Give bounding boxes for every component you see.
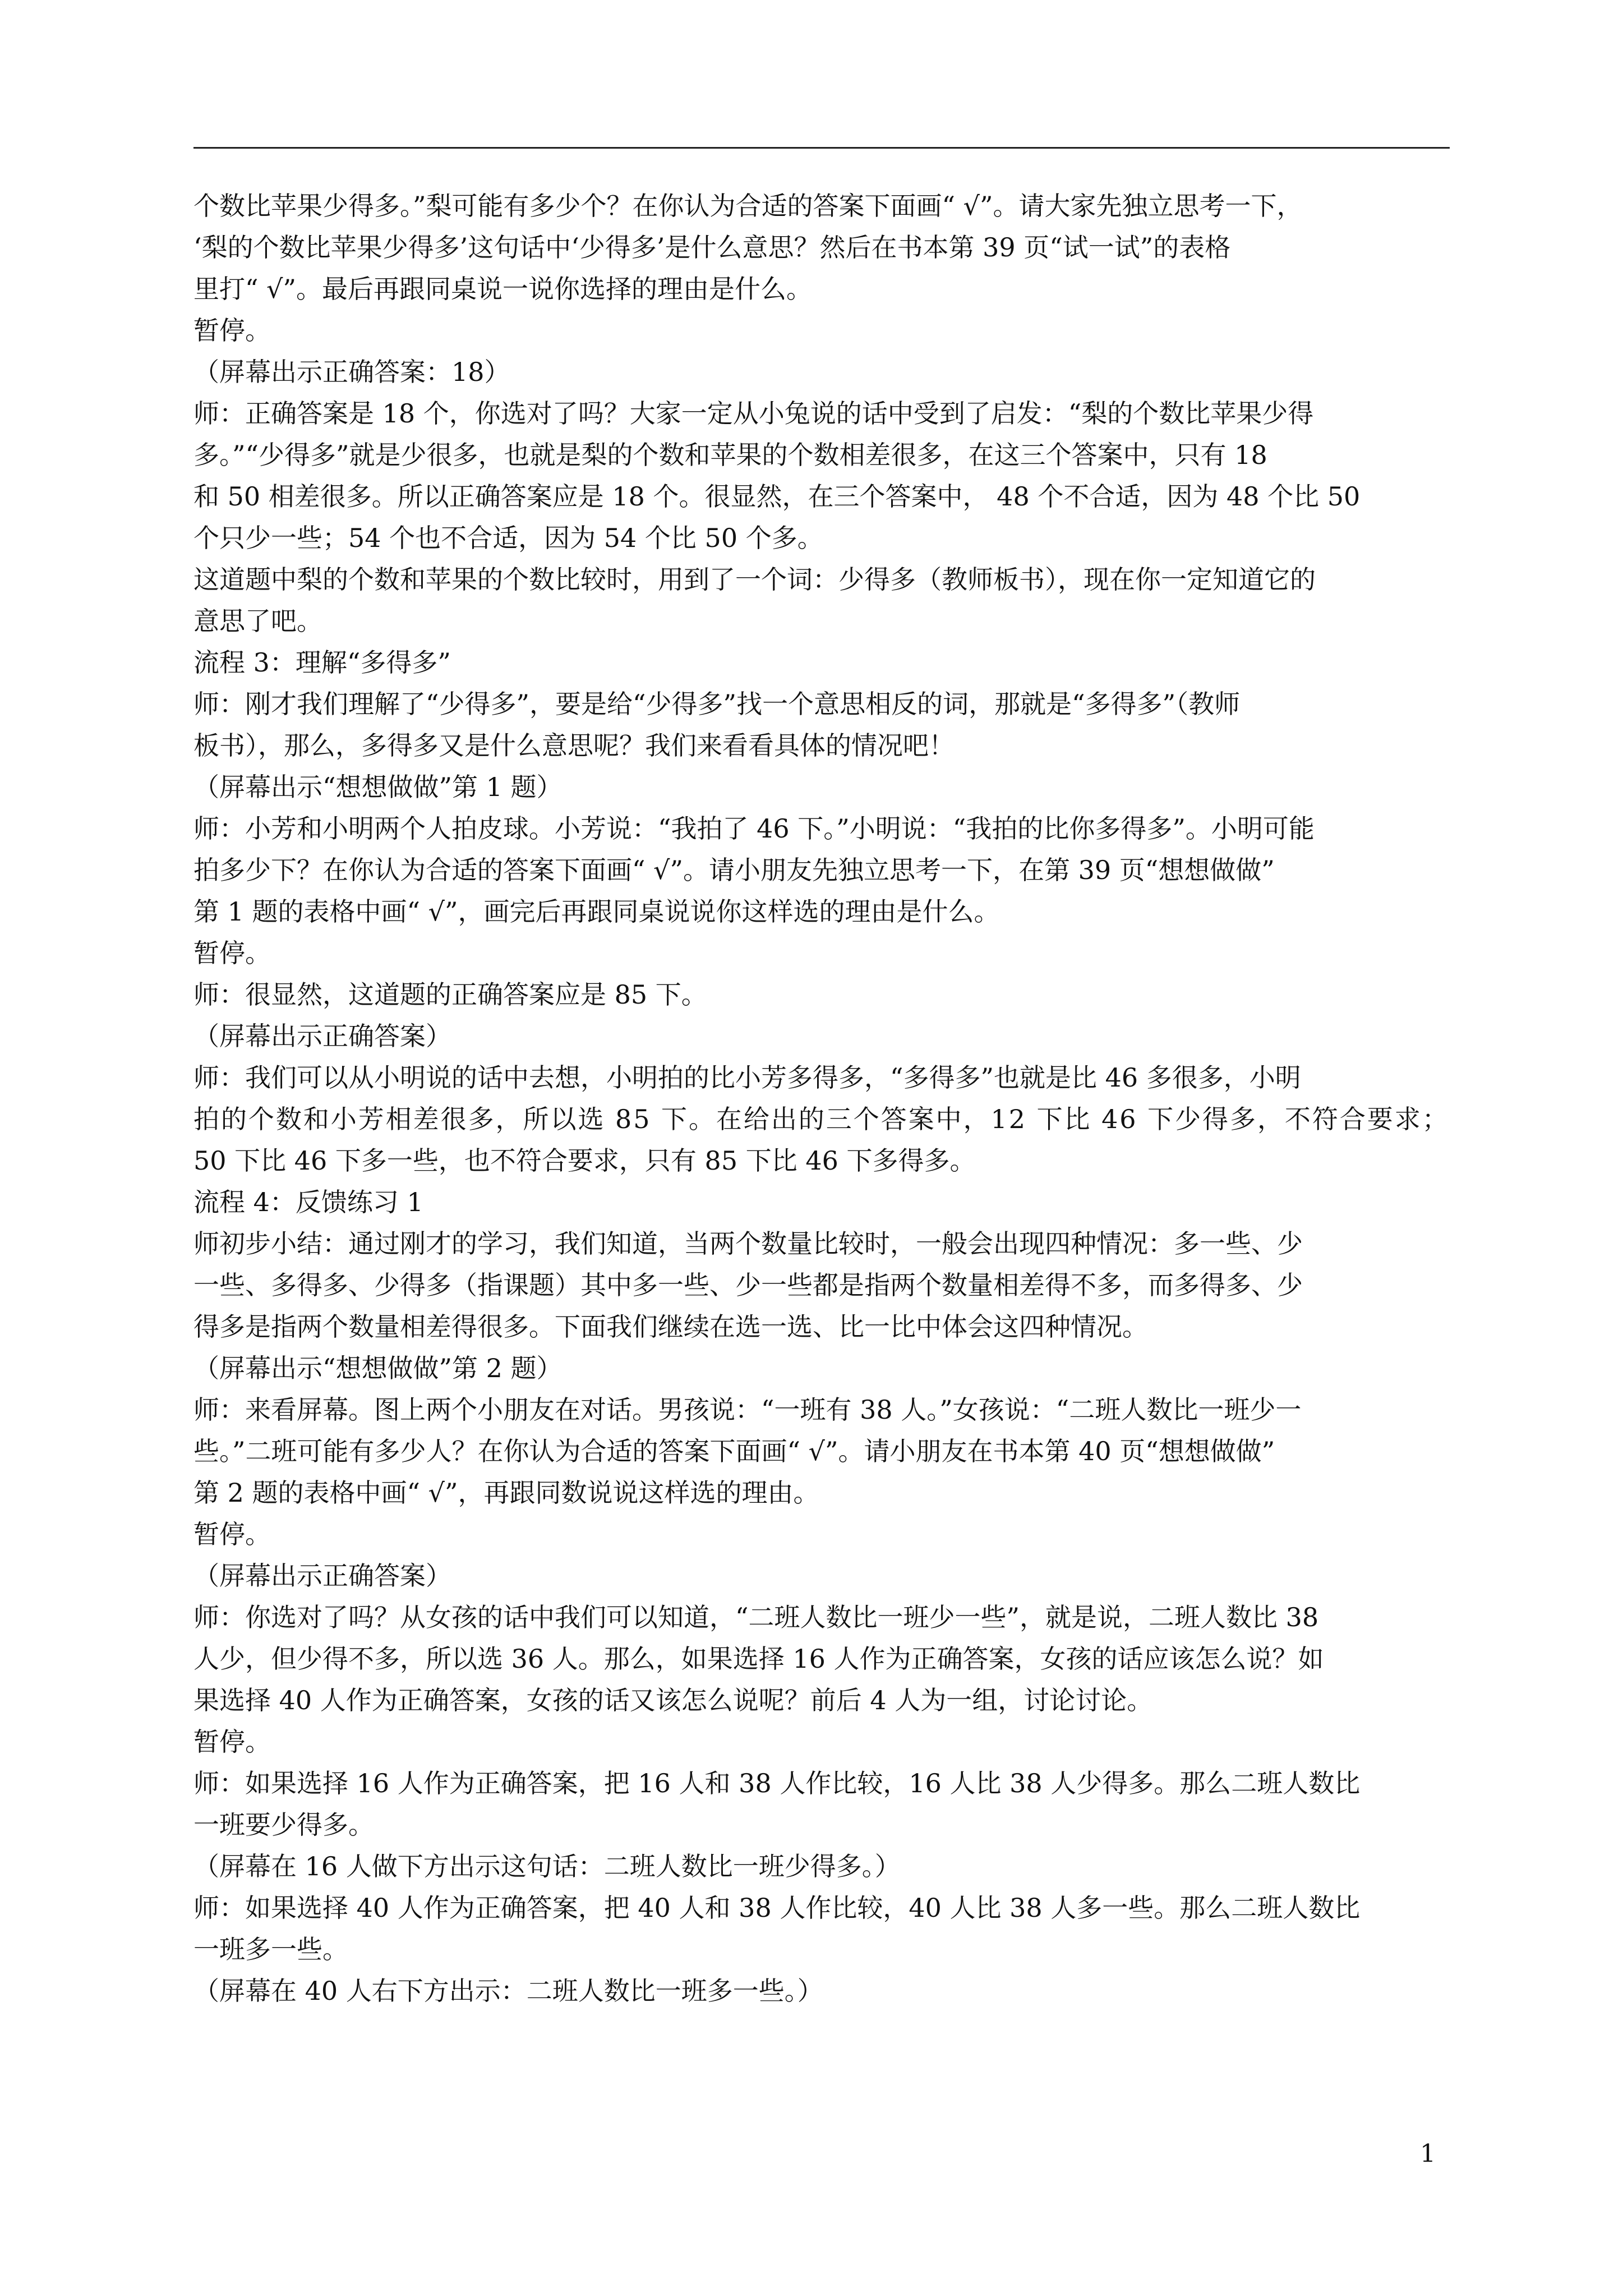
- text-line: 师：刚才我们理解了“少得多”，要是给“少得多”找一个意思相反的词，那就是“多得多”（教师: [193, 689, 1241, 719]
- text-line: 拍的个数和小芳相差很多，所以选 85 下。在给出的三个答案中，12 下比 46 下少得多，不符合要求；: [193, 1104, 1450, 1134]
- text-line: 师：正确答案是 18 个，你选对了吗？大家一定从小兔说的话中受到了启发：“梨的个数比苹果少得: [193, 398, 1314, 429]
- text-line: ‘梨的个数比苹果少得多’这句话中‘少得多’是什么意思？然后在书本第 39 页“试一试”的表格: [193, 232, 1231, 263]
- text-line: 第 1 题的表格中画“ √”，画完后再跟同桌说说你这样选的理由是什么。: [193, 896, 1000, 927]
- text-line: 暂停。: [193, 1519, 271, 1549]
- text-line: （屏幕出示正确答案）: [193, 1561, 451, 1591]
- text-line: 师：如果选择 40 人作为正确答案，把 40 人和 38 人作比较，40 人比 38 人多一些。那么二班人数比: [193, 1893, 1361, 1923]
- text-line: 第 2 题的表格中画“ √”，再跟同数说说这样选的理由。: [193, 1478, 819, 1508]
- text-line: 这道题中梨的个数和苹果的个数比较时，用到了一个词：少得多（教师板书），现在你一定知道它的: [193, 564, 1316, 595]
- text-line: 里打“ √”。最后再跟同桌说一说你选择的理由是什么。: [193, 274, 812, 304]
- text-line: 一些、多得多、少得多（指课题）其中多一些、少一些都是指两个数量相差得不多，而多得多、少: [193, 1270, 1303, 1300]
- text-line: 和 50 相差很多。所以正确答案应是 18 个。很显然，在三个答案中， 48 个不合适，因为 48 个比 50: [193, 481, 1361, 512]
- text-line: （屏幕出示正确答案）: [193, 1021, 451, 1051]
- text-line: 师：你选对了吗？从女孩的话中我们可以知道，“二班人数比一班少一些”，就是说，二班人数比 38: [193, 1602, 1319, 1632]
- text-line: 个只少一些；54 个也不合适，因为 54 个比 50 个多。: [193, 523, 823, 553]
- page-number: 1: [1420, 2139, 1436, 2168]
- text-line: 流程 3：理解“多得多”: [193, 647, 451, 678]
- text-line: 一班多一些。: [193, 1934, 348, 1964]
- text-line: 得多是指两个数量相差得很多。下面我们继续在选一选、比一比中体会这四种情况。: [193, 1312, 1148, 1342]
- header-rule: [193, 147, 1450, 149]
- text-line: 拍多少下？在你认为合适的答案下面画“ √”。请小朋友先独立思考一下，在第 39 页“想想做做”: [193, 855, 1275, 885]
- text-line: （屏幕在 16 人做下方出示这句话：二班人数比一班少得多。）: [193, 1851, 901, 1881]
- text-line: 暂停。: [193, 315, 271, 346]
- text-line: 师：很显然，这道题的正确答案应是 85 下。: [193, 979, 707, 1010]
- text-line: （屏幕在 40 人右下方出示：二班人数比一班多一些。）: [193, 1976, 823, 2006]
- text-line: 一班要少得多。: [193, 1810, 374, 1840]
- text-line: 师：我们可以从小明说的话中去想，小明拍的比小芳多得多，“多得多”也就是比 46 多很多，小明: [193, 1062, 1301, 1093]
- text-line: 个数比苹果少得多。”梨可能有多少个？在你认为合适的答案下面画“ √”。请大家先独立思考一下，: [193, 191, 1303, 221]
- text-line: 50 下比 46 下多一些，也不符合要求，只有 85 下比 46 下多得多。: [193, 1145, 976, 1176]
- text-line: 师：小芳和小明两个人拍皮球。小芳说：“我拍了 46 下。”小明说：“我拍的比你多得多”。小明可能: [193, 813, 1315, 844]
- text-line: 师初步小结：通过刚才的学习，我们知道，当两个数量比较时，一般会出现四种情况：多一些、少: [193, 1228, 1303, 1259]
- text-line: 师：如果选择 16 人作为正确答案，把 16 人和 38 人作比较，16 人比 38 人少得多。那么二班人数比: [193, 1768, 1361, 1798]
- text-line: （屏幕出示“想想做做”第 2 题）: [193, 1353, 562, 1383]
- text-line: （屏幕出示正确答案：18）: [193, 357, 510, 387]
- text-line: （屏幕出示“想想做做”第 1 题）: [193, 772, 562, 802]
- text-line: 些。”二班可能有多少人？在你认为合适的答案下面画“ √”。请小朋友在书本第 40 页“想想做做”: [193, 1436, 1275, 1466]
- text-line: 暂停。: [193, 1727, 271, 1757]
- text-line: 果选择 40 人作为正确答案，女孩的话又该怎么说呢？前后 4 人为一组，讨论讨论。: [193, 1685, 1153, 1715]
- text-line: 多。”“少得多”就是少很多，也就是梨的个数和苹果的个数相差很多，在这三个答案中，只有 18: [193, 440, 1267, 470]
- text-line: 人少，但少得不多，所以选 36 人。那么，如果选择 16 人作为正确答案，女孩的话应该怎么说？如: [193, 1644, 1324, 1674]
- document-body: [193, 185, 1450, 2012]
- text-line: 板书），那么，多得多又是什么意思呢？我们来看看具体的情况吧！: [193, 730, 955, 761]
- text-line: 意思了吧。: [193, 606, 322, 636]
- text-line: 师：来看屏幕。图上两个小朋友在对话。男孩说：“一班有 38 人。”女孩说：“二班人数比一班少一: [193, 1395, 1302, 1425]
- text-line: 流程 4：反馈练习 1: [193, 1187, 423, 1217]
- text-line: 暂停。: [193, 938, 271, 968]
